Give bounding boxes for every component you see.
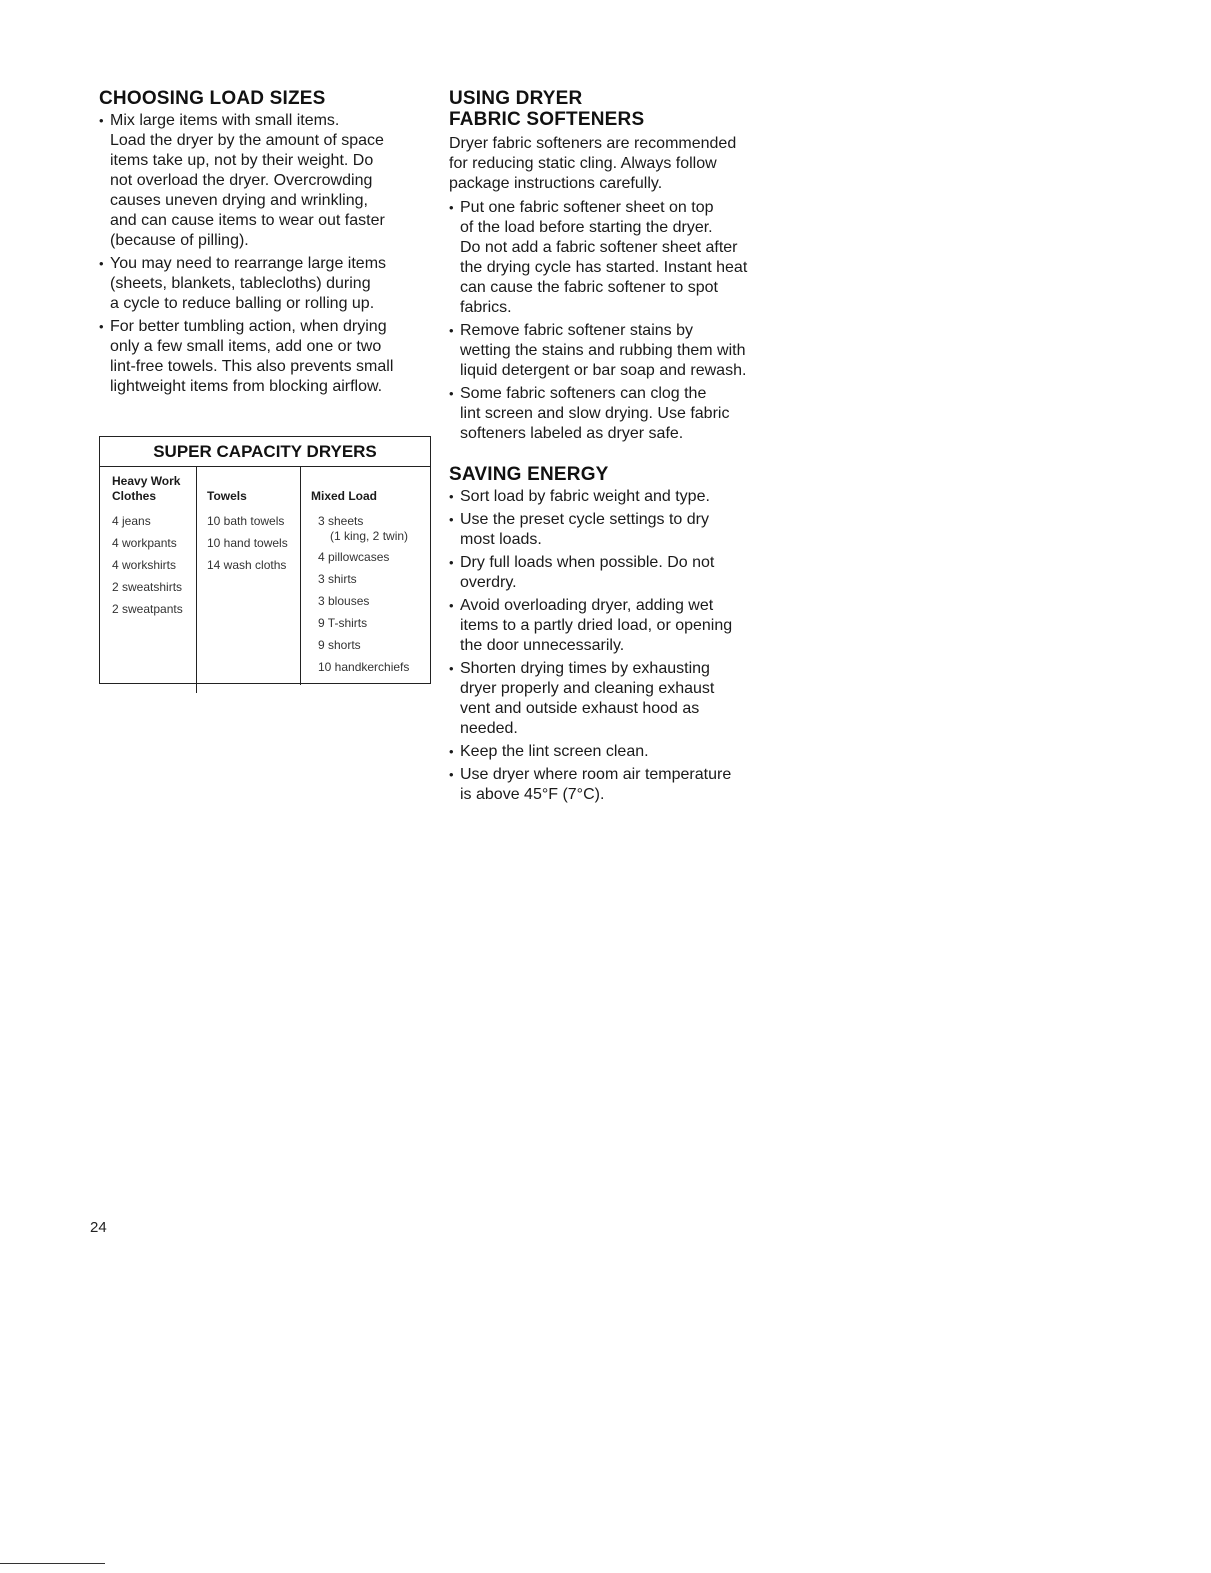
fabric-softeners-list xyxy=(449,198,789,444)
column-header: Towels xyxy=(207,489,247,503)
list-item: 4 workpants xyxy=(112,536,177,550)
left-column xyxy=(99,88,429,400)
list-item: 10 bath towels xyxy=(207,514,285,528)
list-item: • Some fabric softeners can clog the lint screen and slow drying. Use fabric softeners labeled as dryer safe. xyxy=(449,384,789,444)
list-item: 10 handkerchiefs xyxy=(318,660,410,674)
list-item: • Avoid overloading dryer, adding wet items to a partly dried load, or opening the door unnecessarily. xyxy=(449,596,789,656)
list-item: • Put one fabric softener sheet on top of the load before starting the dryer. Do not add a fabric softener sheet after the drying cycle has started. Instant heat can cause the fabric softener to spot fabrics. xyxy=(449,198,789,318)
super-capacity-table xyxy=(99,436,431,684)
right-column xyxy=(449,88,789,808)
saving-energy-list xyxy=(449,487,789,805)
column-header: Heavy Work Clothes xyxy=(112,474,181,503)
list-item: • Sort load by fabric weight and type. xyxy=(449,487,789,507)
list-item: 4 workshirts xyxy=(112,558,177,572)
list-item: 10 hand towels xyxy=(207,536,288,550)
load-sizes-heading: CHOOSING LOAD SIZES xyxy=(99,88,326,109)
list-item: (1 king, 2 twin) xyxy=(330,529,409,543)
list-item: 9 T-shirts xyxy=(318,616,368,630)
table-column-heavy-work xyxy=(100,467,197,693)
load-sizes-list xyxy=(99,111,429,397)
list-item: • Use dryer where room air temperature is above 45°F (7°C). xyxy=(449,765,789,805)
list-item: • Dry full loads when possible. Do not overdry. xyxy=(449,553,789,593)
list-item: • Shorten drying times by exhausting dryer properly and cleaning exhaust vent and outside exhaust hood as needed. xyxy=(449,659,789,739)
list-item: • Remove fabric softener stains by wetting the stains and rubbing them with liquid detergent or bar soap and rewash. xyxy=(449,321,789,381)
table-title: SUPER CAPACITY DRYERS xyxy=(100,437,430,467)
fabric-softeners-intro: Dryer fabric softeners are recommended for reducing static cling. Always follow package instructions carefully. xyxy=(449,135,737,192)
list-item: 3 shirts xyxy=(318,572,357,586)
list-item: 4 jeans xyxy=(112,514,151,528)
list-item: • For better tumbling action, when drying only a few small items, add one or two lint-free towels. This also prevents small lightweight items from blocking airflow. xyxy=(99,317,429,397)
page-number: 24 xyxy=(90,1219,107,1236)
column-header: Mixed Load xyxy=(311,489,378,503)
list-item: • Mix large items with small items. Load the dryer by the amount of space items take up, not by their weight. Do not overload the dryer. Overcrowding causes uneven drying and wrinkling, and can cause items to wear out faster (because of pilling). xyxy=(99,111,429,251)
fabric-softeners-heading: USING DRYER FABRIC SOFTENERS xyxy=(449,88,645,130)
saving-energy-heading: SAVING ENERGY xyxy=(449,464,609,485)
list-item: • Use the preset cycle settings to dry most loads. xyxy=(449,510,789,550)
table-column-towels xyxy=(197,467,301,685)
list-item: 3 blouses xyxy=(318,594,370,608)
list-item: • Keep the lint screen clean. xyxy=(449,742,789,762)
list-item: 4 pillowcases xyxy=(318,550,390,564)
list-item: 3 sheets xyxy=(318,514,364,528)
table-column-mixed-load xyxy=(301,467,431,685)
list-item: 2 sweatpants xyxy=(112,602,183,616)
list-item: 2 sweatshirts xyxy=(112,580,183,594)
footer-divider xyxy=(0,1563,105,1564)
list-item: 14 wash cloths xyxy=(207,558,287,572)
list-item: • You may need to rearrange large items (sheets, blankets, tablecloths) during a cycle to reduce balling or rolling up. xyxy=(99,254,429,314)
list-item: 9 shorts xyxy=(318,638,361,652)
